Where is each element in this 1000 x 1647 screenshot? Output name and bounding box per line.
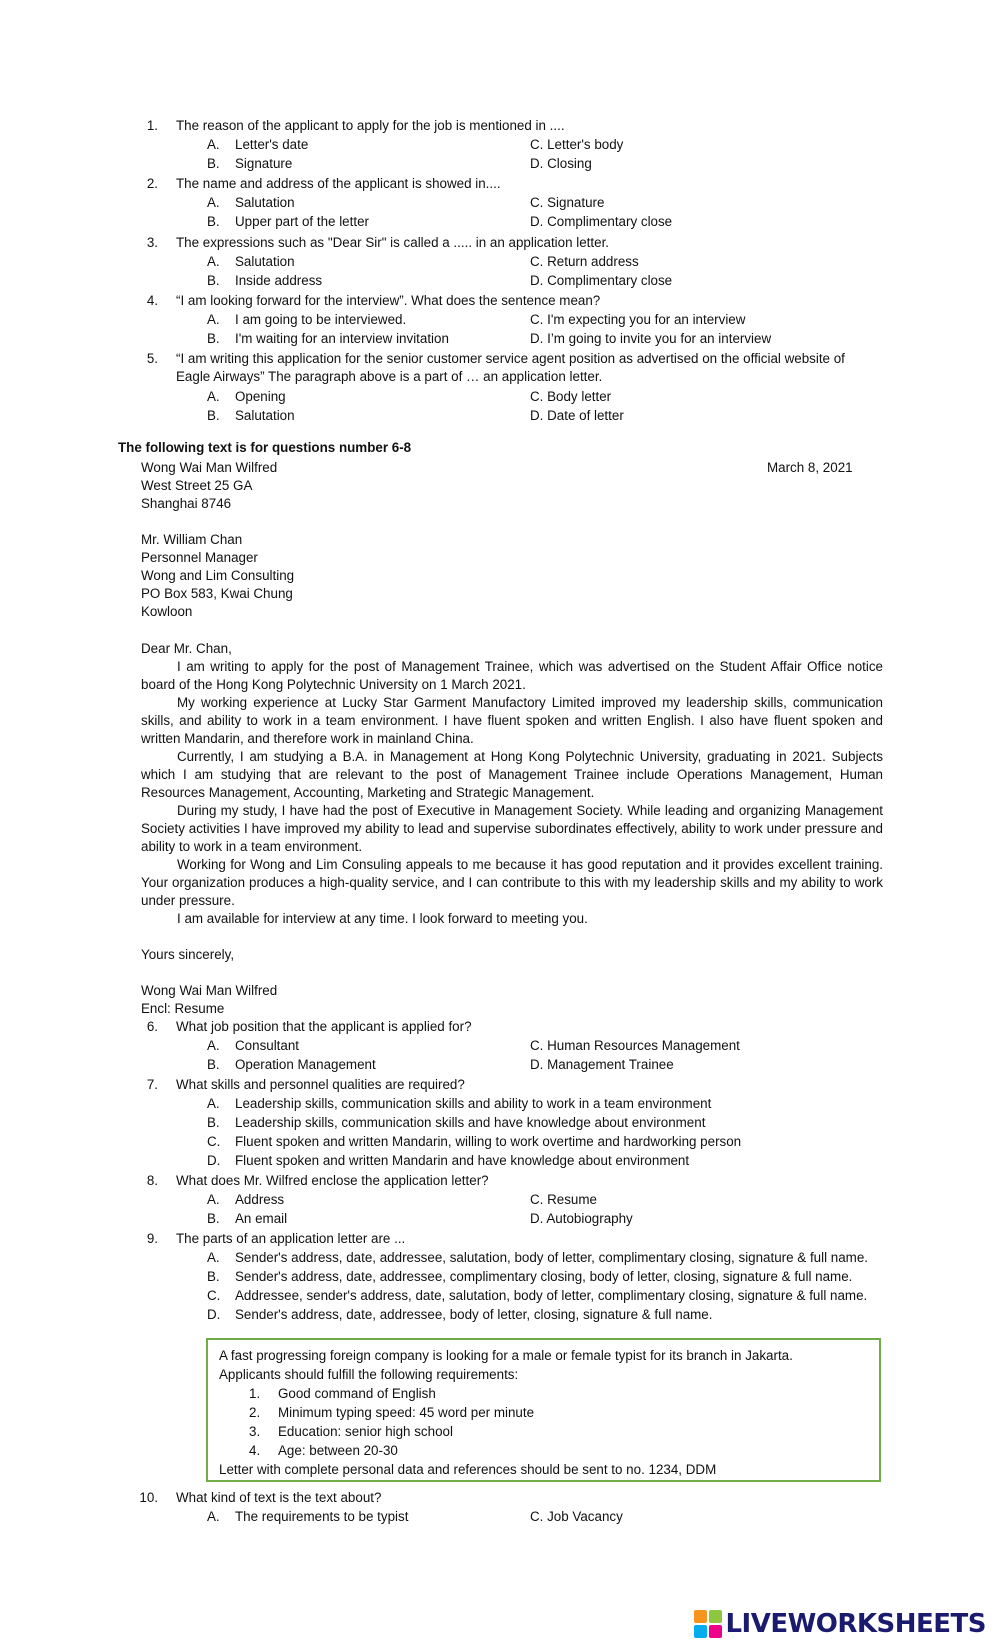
option-d[interactable]: D. Autobiography: [530, 1211, 633, 1226]
option-a[interactable]: Consultant: [235, 1038, 300, 1053]
option-letter: A.: [207, 137, 220, 152]
option-c[interactable]: C. Letter's body: [530, 137, 624, 152]
option-letter: A.: [207, 1250, 220, 1265]
option-a[interactable]: I am going to be interviewed.: [235, 312, 407, 327]
option-c[interactable]: C. Human Resources Management: [530, 1038, 740, 1053]
requirement-number: 4.: [249, 1443, 261, 1458]
question-number: 1.: [146, 118, 158, 133]
letter-paragraph: Currently, I am studying a B.A. in Management at Hong Kong Polytechnic University, graduating in 2021. Subjects which I am studying that are relevant to the post of Management Trainee include Operations Management, Human Resources Management, Accounting, Marketing and Strategic Management.: [141, 749, 883, 800]
option-b[interactable]: Signature: [235, 156, 293, 171]
question-number: 3.: [146, 235, 158, 250]
question-number: 9.: [146, 1231, 158, 1246]
ad-footer: Letter with complete personal data and references should be sent to no. 1234, DDM: [219, 1462, 717, 1477]
option-d[interactable]: D. Date of letter: [530, 408, 624, 423]
question-text: “I am looking forward for the interview”. What does the sentence mean?: [176, 293, 601, 308]
option-letter: B.: [207, 1057, 220, 1072]
question-number: 2.: [146, 176, 158, 191]
option-d[interactable]: Sender's address, date, addressee, body of letter, closing, signature & full name.: [235, 1307, 713, 1322]
option-b[interactable]: Inside address: [235, 273, 323, 288]
letter-paragraph: Working for Wong and Lim Consuling appeals to me because it has good reputation and it provides excellent training. Your organization produces a high-quality service, and I can contribute to this with my leadership skills and my ability to work under pressure.: [141, 857, 883, 908]
recipient-line: PO Box 583, Kwai Chung: [141, 586, 293, 601]
option-c[interactable]: C. Body letter: [530, 389, 612, 404]
option-c[interactable]: C. Return address: [530, 254, 639, 269]
option-a[interactable]: Salutation: [235, 254, 295, 269]
option-d[interactable]: D. Management Trainee: [530, 1057, 674, 1072]
enclosure: Encl: Resume: [141, 1001, 225, 1016]
option-b[interactable]: Leadership skills, communication skills and have knowledge about environment: [235, 1115, 706, 1130]
option-c[interactable]: C. Signature: [530, 195, 605, 210]
option-c[interactable]: C. I'm expecting you for an interview: [530, 312, 746, 327]
option-letter: D.: [207, 1153, 221, 1168]
requirement-number: 3.: [249, 1424, 261, 1439]
option-c[interactable]: C. Resume: [530, 1192, 597, 1207]
question-text: The reason of the applicant to apply for the job is mentioned in ....: [176, 118, 565, 133]
option-a[interactable]: Letter's date: [235, 137, 309, 152]
option-letter: B.: [207, 214, 220, 229]
option-a[interactable]: Address: [235, 1192, 285, 1207]
option-letter: A.: [207, 1192, 220, 1207]
requirement-number: 2.: [249, 1405, 261, 1420]
question-number: 7.: [146, 1077, 158, 1092]
requirement-number: 1.: [249, 1386, 261, 1401]
requirement-item: Education: senior high school: [278, 1424, 453, 1439]
job-ad-box: [206, 1338, 881, 1482]
option-d[interactable]: D. I’m going to invite you for an interview: [530, 331, 772, 346]
requirement-item: Minimum typing speed: 45 word per minute: [278, 1405, 535, 1420]
question-text: The parts of an application letter are ...: [176, 1231, 406, 1246]
question-text: The name and address of the applicant is showed in....: [176, 176, 501, 191]
question-number: 4.: [146, 293, 158, 308]
question-number: 8.: [146, 1173, 158, 1188]
letter-date: March 8, 2021: [767, 460, 853, 475]
letter-paragraph: I am writing to apply for the post of Management Trainee, which was advertised on the Student Affair Office notice board of the Hong Kong Polytechnic University on 1 March 2021.: [141, 659, 883, 692]
recipient-line: Kowloon: [141, 604, 193, 619]
option-a[interactable]: Salutation: [235, 195, 295, 210]
option-a[interactable]: The requirements to be typist: [235, 1509, 409, 1524]
question-number: 5.: [146, 351, 158, 366]
logo-text: LIVEWORKSHEETS: [725, 1609, 986, 1639]
liveworksheets-logo: [694, 1607, 986, 1641]
option-b[interactable]: Upper part of the letter: [235, 214, 369, 229]
question-text: “I am writing this application for the senior customer service agent position as advertised on the official website of Eagle Airways” The paragraph above is a part of … an application letter.: [176, 351, 845, 384]
option-b[interactable]: Operation Management: [235, 1057, 376, 1072]
option-letter: B.: [207, 156, 220, 171]
section-heading: The following text is for questions number 6-8: [118, 440, 412, 455]
salutation: Dear Mr. Chan,: [141, 641, 232, 656]
option-c[interactable]: Addressee, sender's address, date, salutation, body of letter, complimentary closing, signature & full name.: [235, 1288, 868, 1303]
letter-paragraph: I am available for interview at any time. I look forward to meeting you.: [177, 911, 588, 926]
recipient-line: Wong and Lim Consulting: [141, 568, 295, 583]
sender-line: West Street 25 GA: [141, 478, 253, 493]
option-letter: A.: [207, 195, 220, 210]
option-letter: A.: [207, 254, 220, 269]
option-c[interactable]: C. Job Vacancy: [530, 1509, 623, 1524]
option-c[interactable]: Fluent spoken and written Mandarin, willing to work overtime and hardworking person: [235, 1134, 742, 1149]
question-text: What kind of text is the text about?: [176, 1490, 382, 1505]
recipient-line: Mr. William Chan: [141, 532, 243, 547]
requirement-item: Age: between 20-30: [278, 1443, 398, 1458]
option-b[interactable]: Salutation: [235, 408, 295, 423]
question-text: What job position that the applicant is applied for?: [176, 1019, 472, 1034]
option-letter: A.: [207, 1509, 220, 1524]
question-number: 10.: [139, 1490, 158, 1505]
option-letter: A.: [207, 1096, 220, 1111]
option-letter: B.: [207, 408, 220, 423]
option-letter: B.: [207, 1269, 220, 1284]
question-text: What skills and personnel qualities are required?: [176, 1077, 465, 1092]
ad-lead: Applicants should fulfill the following requirements:: [219, 1367, 519, 1382]
option-b[interactable]: Sender's address, date, addressee, complimentary closing, body of letter, closing, signature & full name.: [235, 1269, 853, 1284]
option-letter: B.: [207, 1211, 220, 1226]
option-a[interactable]: Sender's address, date, addressee, salutation, body of letter, complimentary closing, signature & full name.: [235, 1250, 869, 1265]
letter-paragraph: My working experience at Lucky Star Garment Manufactory Limited improved my leadership skills, communication skills, and ability to work in a team environment. I have fluent spoken and written English. I also have fluent spoken and written Mandarin, and therefore work in mainland China.: [141, 695, 883, 746]
option-letter: C.: [207, 1134, 221, 1149]
option-letter: A.: [207, 389, 220, 404]
letter-paragraph: During my study, I have had the post of Executive in Management Society. While leading and organizing Management Society activities I have improved my ability to lead and supervise subordinates effectively, ability to work under pressure and ability to work in a team environment.: [141, 803, 883, 854]
option-d[interactable]: D. Closing: [530, 156, 592, 171]
question-text: The expressions such as "Dear Sir" is called a ..... in an application letter.: [176, 235, 610, 250]
sender-line: Wong Wai Man Wilfred: [141, 460, 278, 475]
option-d[interactable]: Fluent spoken and written Mandarin and have knowledge about environment: [235, 1153, 690, 1168]
liveworksheets-logo-icon: [694, 1610, 722, 1638]
option-letter: B.: [207, 331, 220, 346]
option-letter: C.: [207, 1288, 221, 1303]
option-letter: D.: [207, 1307, 221, 1322]
option-b[interactable]: An email: [235, 1211, 288, 1226]
option-a[interactable]: Opening: [235, 389, 286, 404]
signature-name: Wong Wai Man Wilfred: [141, 983, 278, 998]
question-number: 6.: [146, 1019, 158, 1034]
question-text: What does Mr. Wilfred enclose the application letter?: [176, 1173, 489, 1188]
option-d[interactable]: D. Complimentary close: [530, 273, 673, 288]
option-letter: A.: [207, 1038, 220, 1053]
recipient-line: Personnel Manager: [141, 550, 258, 565]
option-b[interactable]: I'm waiting for an interview invitation: [235, 331, 449, 346]
complimentary-close: Yours sincerely,: [141, 947, 235, 962]
option-a[interactable]: Leadership skills, communication skills and ability to work in a team environment: [235, 1096, 712, 1111]
ad-intro: A fast progressing foreign company is looking for a male or female typist for its branch in Jakarta.: [219, 1348, 793, 1363]
option-letter: B.: [207, 1115, 220, 1130]
sender-line: Shanghai 8746: [141, 496, 232, 511]
option-letter: A.: [207, 312, 220, 327]
requirement-item: Good command of English: [278, 1386, 436, 1401]
option-letter: B.: [207, 273, 220, 288]
option-d[interactable]: D. Complimentary close: [530, 214, 673, 229]
